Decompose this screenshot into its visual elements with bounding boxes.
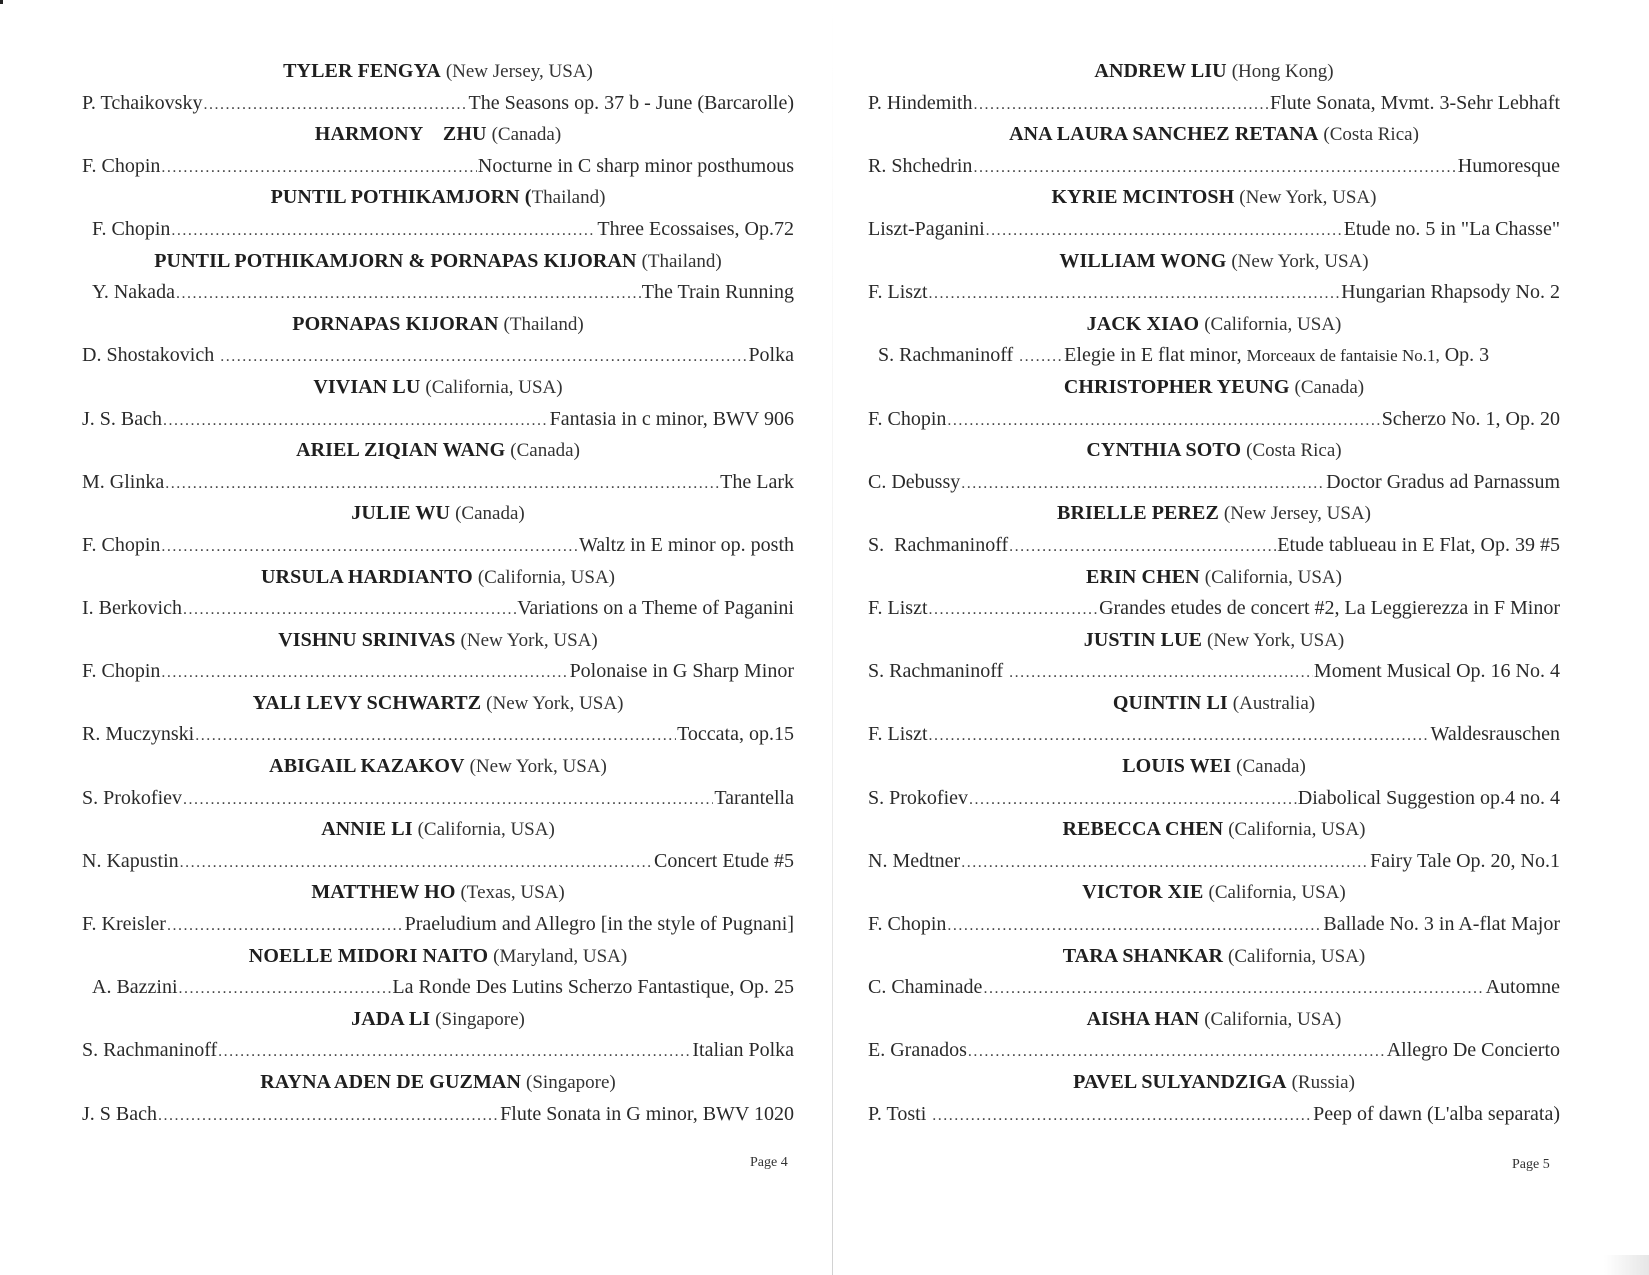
performer-line bbox=[82, 435, 794, 467]
performer-country: (California, USA) bbox=[477, 566, 616, 588]
performer-country: (Australia) bbox=[1232, 692, 1316, 714]
piece-line bbox=[82, 719, 794, 751]
performer-country: (Texas, USA) bbox=[460, 882, 565, 904]
performer-line bbox=[868, 941, 1560, 973]
performer-name: VISHNU SRINIVAS bbox=[278, 628, 456, 651]
piece-title: Flute Sonata in G minor, BWV 1020 bbox=[500, 1102, 794, 1125]
program-page-4 bbox=[82, 56, 794, 1130]
program-entry bbox=[868, 182, 1560, 245]
piece-title: The Train Running bbox=[641, 281, 794, 304]
performer-line bbox=[82, 562, 794, 594]
piece-line bbox=[868, 783, 1560, 815]
performer-name: JACK XIAO bbox=[1086, 312, 1200, 335]
performer-name: REBECCA CHEN bbox=[1062, 818, 1224, 841]
composer: S. Rachmaninoff bbox=[868, 533, 1009, 556]
performer-line bbox=[868, 625, 1560, 657]
piece-line bbox=[868, 1099, 1560, 1131]
piece-title: Ballade No. 3 in A-flat Major bbox=[1323, 913, 1560, 936]
composer: F. Chopin bbox=[868, 407, 947, 430]
composer: C. Debussy bbox=[868, 470, 961, 493]
dot-leader bbox=[1009, 657, 1313, 689]
dot-leader bbox=[167, 910, 404, 942]
performer-name: CYNTHIA SOTO bbox=[1086, 439, 1242, 462]
performer-name: PAVEL SULYANDZIGA bbox=[1073, 1071, 1287, 1093]
program-entry bbox=[868, 372, 1560, 435]
performer-name: HARMONY ZHU bbox=[314, 123, 487, 146]
performer-line bbox=[82, 498, 794, 530]
piece-title: Toccata, op.15 bbox=[677, 723, 794, 746]
piece-title: Automne bbox=[1485, 976, 1560, 999]
performer-line bbox=[868, 246, 1560, 278]
performer-country: (California, USA) bbox=[1204, 1008, 1342, 1030]
performer-country: (California, USA) bbox=[1204, 566, 1342, 588]
performer-name: VIVIAN LU bbox=[313, 375, 421, 398]
performer-country: (New Jersey, USA) bbox=[445, 61, 593, 82]
dot-leader bbox=[179, 973, 392, 1005]
performer-line bbox=[82, 246, 794, 278]
performer-line bbox=[82, 372, 794, 404]
composer: R. Shchedrin bbox=[868, 154, 973, 177]
piece-line bbox=[82, 972, 794, 1004]
performer-country: (California, USA) bbox=[425, 376, 563, 398]
performer-line bbox=[82, 309, 794, 341]
piece-line bbox=[82, 277, 794, 309]
performer-country: (Thailand) bbox=[641, 250, 722, 272]
program-entry bbox=[82, 1067, 794, 1130]
composer: F. Chopin bbox=[82, 154, 161, 177]
piece-line bbox=[82, 214, 794, 246]
dot-leader bbox=[218, 1036, 691, 1068]
performer-line bbox=[868, 751, 1560, 783]
performer-name: PORNAPAS KIJORAN bbox=[292, 312, 499, 335]
program-entry bbox=[82, 751, 794, 814]
dot-leader bbox=[968, 1036, 1386, 1068]
dot-leader bbox=[929, 594, 1099, 626]
piece-line bbox=[868, 467, 1560, 499]
piece-title-opus: Op. 3 bbox=[1439, 344, 1490, 367]
piece-line bbox=[82, 909, 794, 941]
dot-leader bbox=[171, 215, 596, 247]
program-entry bbox=[82, 372, 794, 435]
dot-leader bbox=[180, 847, 653, 879]
composer: F. Chopin bbox=[92, 217, 171, 240]
performer-line bbox=[82, 182, 794, 214]
program-entry bbox=[868, 56, 1560, 119]
piece-line bbox=[868, 656, 1560, 688]
performer-name: JADA LI bbox=[351, 1007, 431, 1030]
piece-line bbox=[82, 783, 794, 815]
dot-leader bbox=[1009, 531, 1276, 563]
composer: J. S Bach bbox=[82, 1102, 157, 1125]
performer-country: (Costa Rica) bbox=[1323, 124, 1419, 146]
piece-title: Etude tablueau in E Flat, Op. 39 #5 bbox=[1277, 533, 1560, 556]
program-entry bbox=[82, 309, 794, 372]
program-entry bbox=[82, 182, 794, 245]
program-entry bbox=[868, 877, 1560, 940]
composer: F. Liszt bbox=[868, 723, 928, 746]
program-entry bbox=[82, 941, 794, 1004]
dot-leader bbox=[183, 784, 713, 816]
performer-name: TARA SHANKAR bbox=[1062, 944, 1224, 967]
performer-name: CHRISTOPHER YEUNG bbox=[1063, 375, 1290, 398]
composer: S. Rachmaninoff bbox=[82, 1039, 218, 1062]
piece-line bbox=[868, 1035, 1560, 1067]
program-page-5 bbox=[868, 56, 1560, 1130]
composer: D. Shostakovich bbox=[82, 344, 220, 367]
performer-line bbox=[82, 1067, 794, 1099]
composer: S. Prokofiev bbox=[868, 786, 968, 809]
performer-country: (Canada) bbox=[1236, 756, 1306, 778]
program-entry bbox=[868, 119, 1560, 182]
performer-name: BRIELLE PEREZ bbox=[1057, 502, 1219, 525]
piece-line bbox=[868, 151, 1560, 183]
performer-line bbox=[82, 688, 794, 720]
performer-name: KYRIE MCINTOSH bbox=[1051, 186, 1235, 209]
performer-line bbox=[868, 688, 1560, 720]
performer-line bbox=[868, 814, 1560, 846]
performer-line bbox=[868, 56, 1560, 88]
piece-title: Three Ecossaises, Op.72 bbox=[597, 217, 794, 240]
performer-line bbox=[868, 877, 1560, 909]
page-number: Page 4 bbox=[750, 1155, 788, 1170]
piece-title: Variations on a Theme of Paganini bbox=[517, 597, 794, 620]
composer: S. Prokofiev bbox=[82, 786, 182, 809]
composer: F. Liszt bbox=[868, 281, 928, 304]
piece-title: Etude no. 5 in "La Chasse" bbox=[1343, 217, 1560, 240]
program-entry bbox=[82, 498, 794, 561]
performer-country: (Thailand) bbox=[503, 313, 584, 335]
piece-line bbox=[82, 340, 794, 372]
piece-line bbox=[82, 846, 794, 878]
piece-line bbox=[82, 404, 794, 436]
dot-leader bbox=[161, 152, 476, 184]
performer-country: (Canada) bbox=[455, 503, 525, 525]
dot-leader bbox=[983, 973, 1484, 1005]
piece-line bbox=[868, 340, 1560, 372]
performer-country: (Canada) bbox=[491, 124, 562, 146]
composer: N. Kapustin bbox=[82, 849, 179, 872]
piece-line bbox=[82, 656, 794, 688]
performer-country: (Singapore) bbox=[435, 1008, 525, 1030]
performer-country: (Maryland, USA) bbox=[493, 945, 628, 967]
piece-title-subtitle: Morceaux de fantaisie No.1, bbox=[1246, 346, 1440, 366]
performer-name: JUSTIN LUE bbox=[1083, 628, 1203, 651]
performer-line bbox=[82, 119, 794, 151]
performer-line bbox=[82, 814, 794, 846]
dot-leader bbox=[932, 1100, 1312, 1132]
program-entry bbox=[868, 688, 1560, 751]
performer-country: (New York, USA) bbox=[486, 692, 624, 714]
composer: P. Tosti bbox=[868, 1102, 932, 1125]
composer: F. Chopin bbox=[868, 913, 947, 936]
dot-leader bbox=[158, 1100, 499, 1132]
performer-name: ERIN CHEN bbox=[1086, 565, 1200, 588]
performer-country: (New York, USA) bbox=[1231, 250, 1369, 272]
performer-line bbox=[868, 372, 1560, 404]
performer-name: ANA LAURA SANCHEZ RETANA bbox=[1009, 123, 1319, 146]
program-entry bbox=[868, 309, 1560, 372]
program-entry bbox=[868, 625, 1560, 688]
performer-name: ANDREW LIU bbox=[1094, 60, 1227, 82]
performer-line bbox=[868, 498, 1560, 530]
performer-name: URSULA HARDIANTO bbox=[260, 565, 473, 588]
performer-country: (New York, USA) bbox=[460, 629, 598, 651]
piece-title: Moment Musical Op. 16 No. 4 bbox=[1313, 660, 1560, 683]
piece-title: Praeludium and Allegro [in the style of Pugnani] bbox=[404, 913, 794, 936]
performer-country: (Russia) bbox=[1291, 1072, 1355, 1093]
composer: F. Chopin bbox=[82, 660, 161, 683]
piece-title: Humoresque bbox=[1457, 154, 1560, 177]
performer-line bbox=[82, 56, 794, 88]
program-entry bbox=[868, 246, 1560, 309]
performer-name: ABIGAIL KAZAKOV bbox=[269, 755, 465, 778]
dot-leader bbox=[161, 657, 568, 689]
performer-country: (Canada) bbox=[510, 440, 580, 462]
composer: J. S. Bach bbox=[82, 407, 162, 430]
performer-line bbox=[82, 1004, 794, 1036]
piece-line bbox=[82, 151, 794, 183]
dot-leader bbox=[929, 720, 1430, 752]
dot-leader bbox=[1019, 341, 1063, 373]
piece-line bbox=[82, 593, 794, 625]
performer-name: RAYNA ADEN DE GUZMAN bbox=[260, 1071, 522, 1093]
composer: R. Muczynski bbox=[82, 723, 195, 746]
piece-title: Tarantella bbox=[714, 786, 794, 809]
performer-name: VICTOR XIE bbox=[1082, 881, 1204, 904]
composer: S. Rachmaninoff bbox=[868, 660, 1009, 683]
page-fold-divider bbox=[832, 0, 833, 1275]
performer-line bbox=[82, 625, 794, 657]
performer-name: AISHA HAN bbox=[1086, 1007, 1200, 1030]
piece-title: Polonaise in G Sharp Minor bbox=[569, 660, 794, 683]
performer-country: (New York, USA) bbox=[1239, 187, 1377, 209]
piece-title: Waltz in E minor op. posth bbox=[578, 533, 794, 556]
program-entry bbox=[868, 562, 1560, 625]
piece-title: Peep of dawn (L'alba separata) bbox=[1313, 1102, 1560, 1125]
piece-title: Allegro De Concierto bbox=[1386, 1039, 1560, 1062]
dot-leader bbox=[973, 152, 1456, 184]
composer: F. Kreisler bbox=[82, 913, 166, 936]
program-entry bbox=[868, 1067, 1560, 1130]
dot-leader bbox=[165, 468, 719, 500]
dot-leader bbox=[947, 910, 1322, 942]
piece-line bbox=[868, 593, 1560, 625]
composer: Liszt-Paganini bbox=[868, 217, 985, 240]
piece-line bbox=[82, 530, 794, 562]
program-entry bbox=[868, 751, 1560, 814]
performer-name: MATTHEW HO bbox=[311, 881, 456, 904]
dot-leader bbox=[161, 531, 578, 563]
performer-name: WILLIAM WONG bbox=[1059, 249, 1227, 272]
piece-title: Hungarian Rhapsody No. 2 bbox=[1341, 281, 1560, 304]
performer-line bbox=[868, 309, 1560, 341]
program-entry bbox=[82, 625, 794, 688]
dot-leader bbox=[947, 405, 1380, 437]
piece-title: The Lark bbox=[720, 470, 794, 493]
performer-country: (Canada) bbox=[1294, 376, 1365, 398]
performer-country: Thailand) bbox=[531, 187, 606, 209]
performer-country: (California, USA) bbox=[1228, 819, 1366, 841]
performer-line bbox=[82, 941, 794, 973]
piece-title: Doctor Gradus ad Parnassum bbox=[1326, 470, 1560, 493]
scan-corner-shadow bbox=[1604, 1255, 1649, 1275]
program-entry bbox=[82, 877, 794, 940]
piece-title: The Seasons op. 37 b - June (Barcarolle) bbox=[468, 91, 794, 114]
piece-title: Waldesrauschen bbox=[1430, 723, 1560, 746]
piece-title: Grandes etudes de concert #2, La Leggierezza in F Minor bbox=[1099, 597, 1560, 620]
performer-name: YALI LEVY SCHWARTZ bbox=[252, 691, 482, 714]
performer-name: ANNIE LI bbox=[321, 818, 413, 841]
performer-line bbox=[868, 182, 1560, 214]
composer: S. Rachmaninoff bbox=[878, 344, 1019, 367]
dot-leader bbox=[195, 720, 676, 752]
performer-line bbox=[868, 119, 1560, 151]
performer-name: QUINTIN LI bbox=[1112, 691, 1228, 714]
performer-country: (Singapore) bbox=[526, 1072, 616, 1093]
dot-leader bbox=[929, 278, 1341, 310]
performer-country: (New Jersey, USA) bbox=[1223, 503, 1371, 525]
program-entry bbox=[868, 814, 1560, 877]
program-entry bbox=[82, 56, 794, 119]
dot-leader bbox=[973, 89, 1269, 121]
piece-line bbox=[868, 846, 1560, 878]
piece-line bbox=[82, 1035, 794, 1067]
composer: N. Medtner bbox=[868, 849, 961, 872]
composer: I. Berkovich bbox=[82, 597, 182, 620]
dot-leader bbox=[986, 215, 1343, 247]
piece-line bbox=[868, 214, 1560, 246]
performer-line bbox=[868, 435, 1560, 467]
piece-title: Italian Polka bbox=[692, 1039, 794, 1062]
dot-leader bbox=[220, 341, 747, 373]
performer-name: JULIE WU bbox=[351, 502, 451, 525]
composer: A. Bazzini bbox=[92, 976, 178, 999]
piece-title: Fairy Tale Op. 20, No.1 bbox=[1370, 849, 1560, 872]
piece-title: Diabolical Suggestion op.4 no. 4 bbox=[1297, 786, 1560, 809]
performer-name: LOUIS WEI bbox=[1122, 755, 1232, 778]
piece-line bbox=[868, 404, 1560, 436]
composer: P. Hindemith bbox=[868, 91, 973, 114]
performer-country: (California, USA) bbox=[1228, 945, 1366, 967]
piece-line bbox=[82, 467, 794, 499]
program-entry bbox=[868, 498, 1560, 561]
dot-leader bbox=[961, 847, 1369, 879]
scan-corner-mark bbox=[0, 0, 3, 4]
program-entry bbox=[82, 814, 794, 877]
program-entry bbox=[82, 435, 794, 498]
composer: C. Chaminade bbox=[868, 976, 983, 999]
performer-line bbox=[868, 1004, 1560, 1036]
page-number: Page 5 bbox=[1512, 1157, 1550, 1172]
program-entry bbox=[82, 562, 794, 625]
performer-name: TYLER FENGYA bbox=[283, 60, 441, 82]
piece-title: La Ronde Des Lutins Scherzo Fantastique, Op. 25 bbox=[392, 976, 794, 999]
piece-title-main: Elegie in E flat minor, bbox=[1064, 344, 1247, 367]
composer: Y. Nakada bbox=[92, 281, 175, 304]
piece-line bbox=[868, 719, 1560, 751]
piece-line bbox=[868, 277, 1560, 309]
piece-line bbox=[868, 88, 1560, 120]
program-entry bbox=[82, 119, 794, 182]
performer-line bbox=[82, 877, 794, 909]
program-entry bbox=[82, 1004, 794, 1067]
composer: F. Liszt bbox=[868, 597, 928, 620]
performer-country: (California, USA) bbox=[1204, 313, 1342, 335]
program-entry bbox=[868, 1004, 1560, 1067]
dot-leader bbox=[961, 468, 1325, 500]
program-entry bbox=[868, 435, 1560, 498]
performer-country: (California, USA) bbox=[417, 819, 555, 841]
dot-leader bbox=[176, 278, 641, 310]
performer-name: NOELLE MIDORI NAITO bbox=[248, 944, 489, 967]
piece-title: Flute Sonata, Mvmt. 3-Sehr Lebhaft bbox=[1270, 91, 1560, 114]
dot-leader bbox=[163, 405, 549, 437]
performer-line bbox=[82, 751, 794, 783]
performer-line bbox=[868, 562, 1560, 594]
program-entry bbox=[82, 246, 794, 309]
performer-country: (New York, USA) bbox=[469, 756, 607, 778]
performer-country: (Hong Kong) bbox=[1231, 61, 1334, 82]
composer: M. Glinka bbox=[82, 470, 165, 493]
dot-leader bbox=[969, 784, 1297, 816]
program-entry bbox=[868, 941, 1560, 1004]
dot-leader bbox=[183, 594, 516, 626]
performer-name: PUNTIL POTHIKAMJORN ( bbox=[270, 186, 532, 209]
program-entry bbox=[82, 688, 794, 751]
piece-title: Polka bbox=[748, 344, 794, 367]
composer: P. Tchaikovsky bbox=[82, 91, 203, 114]
composer: F. Chopin bbox=[82, 533, 161, 556]
performer-country: (New York, USA) bbox=[1207, 629, 1345, 651]
piece-line bbox=[868, 972, 1560, 1004]
performer-name: ARIEL ZIQIAN WANG bbox=[296, 439, 506, 462]
performer-country: (California, USA) bbox=[1208, 882, 1346, 904]
piece-line bbox=[82, 88, 794, 120]
piece-line bbox=[868, 530, 1560, 562]
piece-title: Concert Etude #5 bbox=[654, 849, 794, 872]
performer-name: PUNTIL POTHIKAMJORN & PORNAPAS KIJORAN bbox=[154, 249, 637, 272]
performer-line bbox=[868, 1067, 1560, 1099]
piece-title: Fantasia in c minor, BWV 906 bbox=[549, 407, 794, 430]
dot-leader bbox=[203, 89, 467, 121]
composer: E. Granados bbox=[868, 1039, 967, 1062]
piece-title: Nocturne in C sharp minor posthumous bbox=[477, 154, 794, 177]
piece-title: Scherzo No. 1, Op. 20 bbox=[1381, 407, 1560, 430]
piece-line bbox=[82, 1099, 794, 1131]
performer-country: (Costa Rica) bbox=[1246, 440, 1342, 462]
piece-line bbox=[868, 909, 1560, 941]
piece-title bbox=[1064, 340, 1489, 372]
